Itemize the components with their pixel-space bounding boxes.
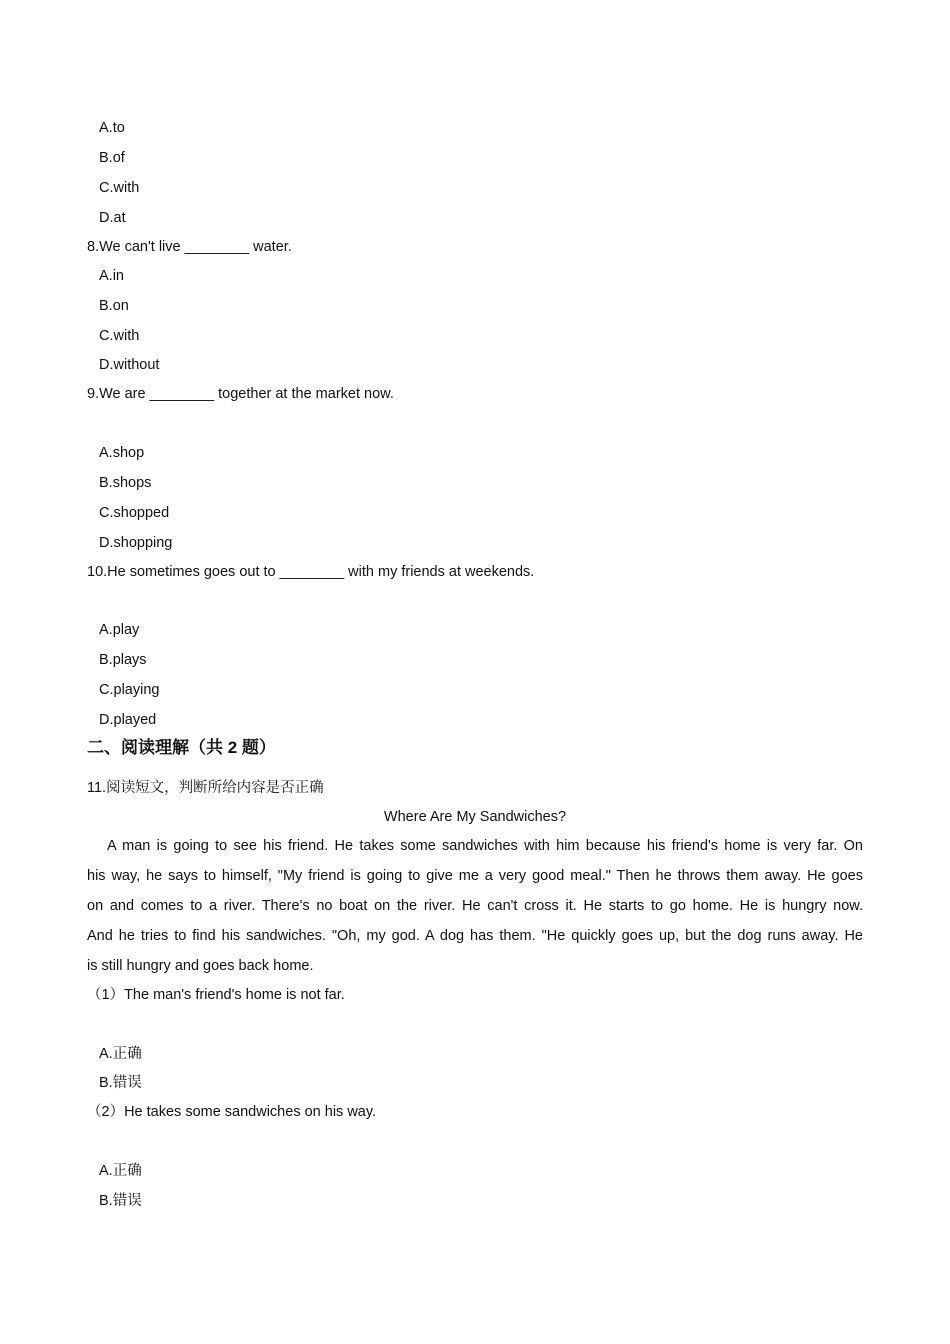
q7-option-c: C.with bbox=[99, 180, 140, 196]
q8-stem: 8.We can't live ________ water. bbox=[87, 239, 292, 255]
q10-option-d: D.played bbox=[99, 712, 157, 728]
q11-sub1-option-a: A.正确 bbox=[99, 1046, 142, 1062]
q10-option-a: A.play bbox=[99, 622, 140, 638]
q8-option-c: C.with bbox=[99, 328, 140, 344]
q9-option-a: A.shop bbox=[99, 445, 145, 461]
q11-sub1-stem: （1）The man's friend's home is not far. bbox=[87, 987, 345, 1003]
passage-line: is still hungry and goes back home. bbox=[87, 958, 314, 974]
q8-option-a: A.in bbox=[99, 268, 124, 284]
q7-option-d: D.at bbox=[99, 210, 126, 226]
q11-sub2-option-b: B.错误 bbox=[99, 1193, 142, 1209]
q9-option-d: D.shopping bbox=[99, 535, 173, 551]
passage-line: A man is going to see his friend. He takes some sandwiches with him because his friend's home is very far. On bbox=[107, 838, 863, 854]
q11-sub1-option-b: B.错误 bbox=[99, 1075, 142, 1091]
q10-stem: 10.He sometimes goes out to ________ with my friends at weekends. bbox=[87, 564, 535, 580]
q9-option-c: C.shopped bbox=[99, 505, 170, 521]
q9-option-b: B.shops bbox=[99, 475, 152, 491]
q8-option-b: B.on bbox=[99, 298, 129, 314]
section-heading: 二、阅读理解（共 2 题） bbox=[87, 738, 276, 757]
q10-option-b: B.plays bbox=[99, 652, 147, 668]
q10-option-c: C.playing bbox=[99, 682, 160, 698]
q11-sub2-option-a: A.正确 bbox=[99, 1163, 142, 1179]
q7-option-b: B.of bbox=[99, 150, 125, 166]
passage-line: And he tries to find his sandwiches. "Oh, my god. A dog has them. "He quickly goes up, but the dog runs away. He bbox=[87, 928, 863, 944]
q8-option-d: D.without bbox=[99, 357, 160, 373]
q11-sub2-stem: （2）He takes some sandwiches on his way. bbox=[87, 1104, 377, 1120]
passage-line: his way, he says to himself, "My friend is going to give me a very good meal." Then he throws them away. He goes bbox=[87, 868, 863, 884]
q11-instruction: 11.阅读短文，判断所给内容是否正确 bbox=[87, 780, 324, 796]
passage-title: Where Are My Sandwiches? bbox=[383, 809, 567, 825]
q9-stem: 9.We are ________ together at the market now. bbox=[87, 386, 394, 402]
q7-option-a: A.to bbox=[99, 120, 125, 136]
passage-line: on and comes to a river. There's no boat on the river. He can't cross it. He starts to go home. He is hungry now. bbox=[87, 898, 863, 914]
